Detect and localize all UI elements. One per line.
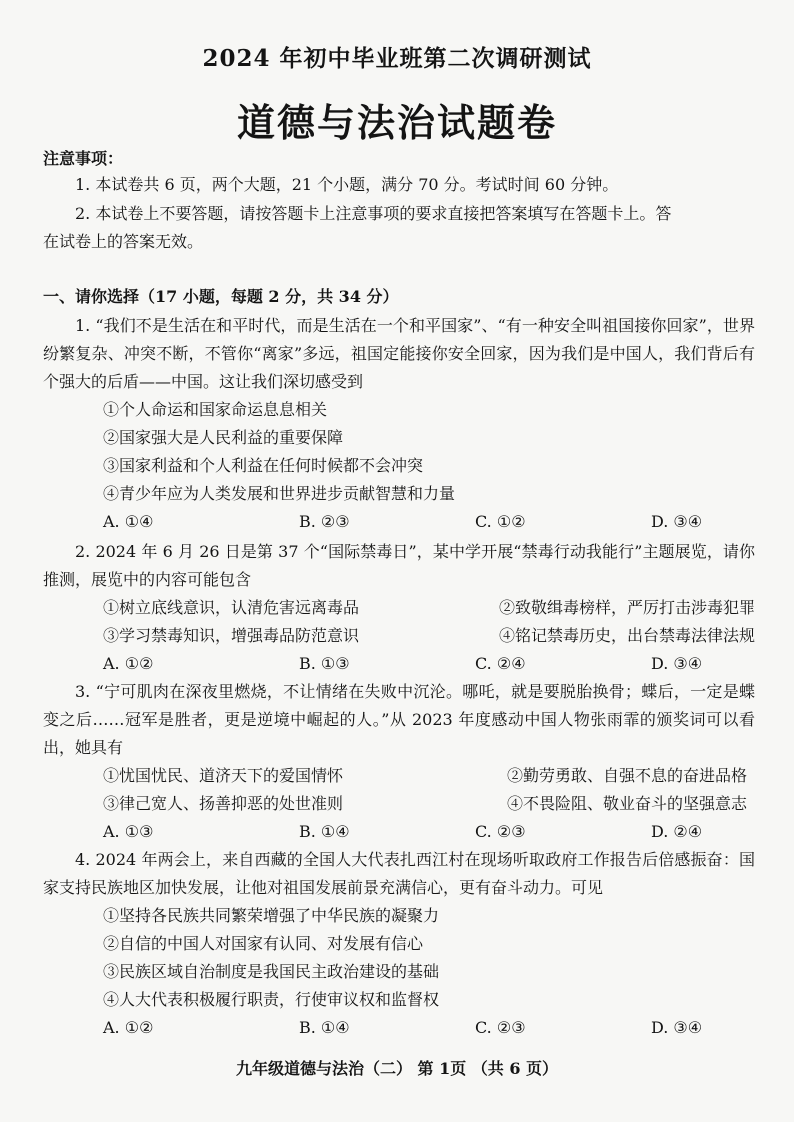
statement-option: ④铭记禁毒历史，出台禁毒法律法规 (498, 626, 755, 645)
question-stem: 2. 2024 年 6 月 26 日是第 37 个“国际禁毒日”，某中学开展“禁毒行动我能行”主题展览，请你推测，展览中的内容可能包含 (43, 542, 755, 589)
statement-row (103, 622, 755, 650)
statement-row (103, 594, 755, 622)
statement-option: ①树立底线意识，认清危害远离毒品 (103, 598, 360, 617)
answer-choices (103, 650, 755, 678)
statement-option: ③律己宽人、扬善抑恶的处世准则 (103, 794, 344, 813)
statement-row (103, 790, 755, 818)
answer-choice: C. ①② (475, 512, 526, 531)
statement-option: ①个人命运和国家命运息息相关 (103, 400, 328, 419)
statement-option: ③民族区域自治制度是我国民主政治建设的基础 (103, 962, 440, 981)
answer-choice: B. ①④ (299, 822, 350, 841)
answer-choice: C. ②③ (475, 822, 526, 841)
question-stem: 3. “宁可肌肉在深夜里燃烧，不让情绪在失败中沉沦。哪吒，就是要脱胎换骨；蝶后，一定是蝶变之后……冠军是胜者，更是逆境中崛起的人。”从 2023 年度感动中国人物张雨霏的颁奖词可以看出，她具有 (43, 682, 755, 757)
question-2 (43, 538, 755, 678)
answer-choice: B. ②③ (299, 512, 350, 531)
statement-option: ②自信的中国人对国家有认同、对发展有信心 (103, 934, 424, 953)
statement-option: ③国家利益和个人利益在任何时候都不会冲突 (103, 456, 424, 475)
answer-choice: D. ③④ (651, 512, 703, 531)
answer-choice: C. ②③ (475, 1018, 526, 1037)
answer-choices (103, 818, 755, 846)
answer-choice: D. ③④ (651, 1018, 703, 1037)
statement-option: ④青少年应为人类发展和世界进步贡献智慧和力量 (103, 484, 456, 503)
question-stem: 1. “我们不是生活在和平时代，而是生活在一个和平国家”、“有一种安全叫祖国接你回家”，世界纷繁复杂、冲突不断，不管你“离家”多远，祖国定能接你安全回家，因为我们是中国人，我们背后有个强大的后盾——中国。这让我们深切感受到 (43, 316, 755, 391)
statement-option: ①忧国忧民、道济天下的爱国情怀 (103, 766, 344, 785)
answer-choice: B. ①③ (299, 654, 350, 673)
answer-choice: D. ③④ (651, 654, 703, 673)
statement-option: ③学习禁毒知识，增强毒品防范意识 (103, 626, 360, 645)
statement-option: ②国家强大是人民利益的重要保障 (103, 428, 344, 447)
answer-choices (103, 1014, 755, 1042)
answer-choice: B. ①④ (299, 1018, 350, 1037)
notice-heading: 注意事项： (43, 149, 124, 168)
question-4 (43, 846, 755, 1042)
notice-item-2-line-1: 2. 本试卷上不要答题，请按答题卡上注意事项的要求直接把答案填写在答题卡上。答 (75, 204, 672, 223)
answer-choice: A. ①② (103, 654, 154, 673)
page-footer: 九年级道德与法治（二） 第 1页 （共 6 页） (235, 1059, 559, 1078)
statement-option: ④人大代表积极履行职责，行使审议权和监督权 (103, 990, 440, 1009)
exam-title: 2024 年初中毕业班第二次调研测试 (202, 45, 592, 72)
question-1 (43, 312, 755, 536)
answer-choice: C. ②④ (475, 654, 526, 673)
answer-choice: A. ①③ (103, 822, 154, 841)
question-stem: 4. 2024 年两会上，来自西藏的全国人大代表扎西江村在现场听取政府工作报告后倍感振奋：国家支持民族地区加快发展，让他对祖国发展前景充满信心，更有奋斗动力。可见 (43, 850, 755, 897)
subject-title: 道德与法治试题卷 (236, 100, 557, 145)
statement-option: ②勤劳勇敢、自强不息的奋进品格 (507, 766, 748, 785)
notice-item-1: 1. 本试卷共 6 页，两个大题，21 个小题，满分 70 分。考试时间 60 分钟。 (75, 175, 619, 194)
answer-choice: D. ②④ (651, 822, 703, 841)
question-3 (43, 678, 755, 846)
answer-choice: A. ①④ (103, 512, 154, 531)
section-heading: 一、请你选择（17 小题，每题 2 分，共 34 分） (43, 287, 399, 306)
notice-item-2-line-2: 在试卷上的答案无效。 (43, 232, 204, 251)
statement-row (103, 762, 755, 790)
statement-option: ②致敬缉毒榜样，严厉打击涉毒犯罪 (498, 598, 755, 617)
answer-choice: A. ①② (103, 1018, 154, 1037)
answer-choices (103, 508, 755, 536)
statement-option: ①坚持各民族共同繁荣增强了中华民族的凝聚力 (103, 906, 440, 925)
statement-option: ④不畏险阻、敬业奋斗的坚强意志 (507, 794, 748, 813)
